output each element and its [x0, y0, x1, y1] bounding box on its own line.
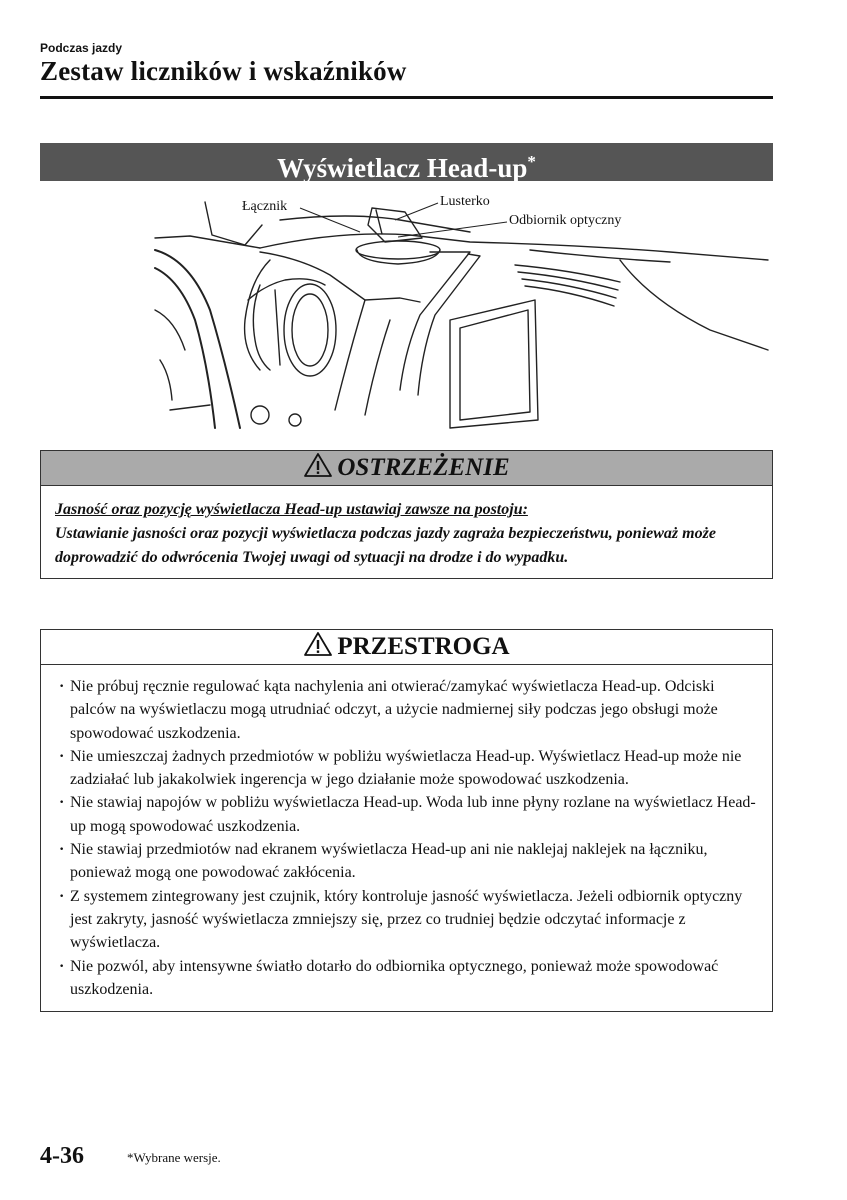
warning-body: Ustawianie jasności oraz pozycji wyświetlacza podczas jazdy zagraża bezpieczeństwu, ponieważ może doprowadzić do odwrócenia Twojej uwagi od sytuacji na drodze i do wypadku.: [55, 525, 716, 566]
caution-title: PRZESTROGA: [337, 633, 510, 660]
warning-text: [41, 486, 772, 578]
section-label: Podczas jazdy: [40, 41, 123, 55]
leader-mirror: [395, 203, 438, 220]
callout-mirror-label: Lusterko: [440, 194, 490, 209]
caution-item: · Z systemem zintegrowany jest czujnik, który kontroluje jasność wyświetlacza. Jeżeli odbiornik optyczny jest zakryty, jasność wyświetlacza zmniejszy się, przez co trudniej będzie odczytać informacje z wyświetlacza.: [59, 885, 758, 955]
caution-item: · Nie stawiaj przedmiotów nad ekranem wyświetlacza Head-up ani nie naklejaj naklejek na łączniku, ponieważ mogą one powodować zakłócenia.: [59, 838, 758, 885]
warning-box: [40, 450, 773, 579]
footnote: *Wybrane wersje.: [127, 1150, 221, 1165]
leader-optical-receiver: [398, 222, 507, 237]
callout-leader-lines: [0, 0, 847, 460]
caution-item: · Nie pozwól, aby intensywne światło dotarło do odbiornika optycznego, ponieważ może spowodować uszkodzenia.: [59, 955, 758, 1002]
warning-triangle-icon: [303, 452, 333, 478]
caution-item: · Nie próbuj ręcznie regulować kąta nachylenia ani otwierać/zamykać wyświetlacza Head-up. Odciski palców na wyświetlaczu mogą utrudniać odczyt, a użycie nadmiernej siły podczas jego obsługi może spowodować uszkodzenia.: [59, 675, 758, 745]
callout-optical-receiver-label: Odbiornik optyczny: [509, 213, 622, 228]
caution-item: · Nie umieszczaj żadnych przedmiotów w pobliżu wyświetlacza Head-up. Wyświetlacz Head-up może nie zadziałać lub jakakolwiek ingerencja w jego działanie może spowodować uszkodzenia.: [59, 745, 758, 792]
caution-box: [40, 629, 773, 1012]
caution-list: [41, 665, 772, 1011]
page-title: Zestaw liczników i wskaźników: [40, 56, 407, 86]
section-heading-asterisk: *: [527, 152, 536, 171]
warning-title: OSTRZEŻENIE: [337, 454, 510, 481]
callout-connector-label: Łącznik: [242, 199, 288, 214]
leader-connector: [300, 208, 360, 232]
warning-headline: Jasność oraz pozycję wyświetlacza Head-up ustawiaj zawsze na postoju:: [55, 501, 528, 518]
caution-item: · Nie stawiaj napojów w pobliżu wyświetlacza Head-up. Woda lub inne płyny rozlane na wyświetlacz Head-up mogą spowodować uszkodzenia.: [59, 791, 758, 838]
warning-triangle-icon: [303, 631, 333, 657]
warning-header: [41, 451, 772, 486]
page-number: 4-36: [40, 1143, 84, 1169]
section-heading: Wyświetlacz Head-up: [277, 153, 528, 183]
caution-header: [41, 630, 772, 665]
